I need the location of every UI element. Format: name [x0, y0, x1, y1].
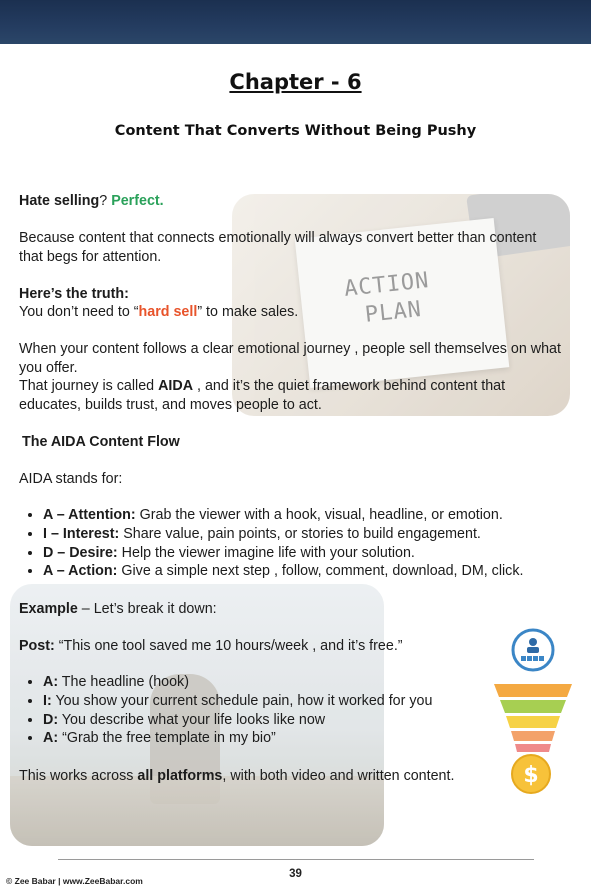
list-item: • I – Interest: Share value, pain points, or stories to build engagement.	[43, 525, 523, 544]
perfect-text: Perfect.	[111, 193, 164, 209]
closing-post: , with both video and written content.	[222, 768, 455, 784]
aida-list	[19, 506, 523, 581]
list-item: • A: The headline (hook)	[43, 673, 432, 692]
aida-post: , and it’s the quiet framework behind content that educates, builds trust, and moves people to act.	[19, 378, 506, 413]
truth-line	[19, 303, 298, 322]
aida-stands-for: AIDA stands for:	[19, 471, 123, 487]
closing-line	[19, 767, 454, 786]
example-list	[19, 673, 432, 748]
post-line	[19, 637, 403, 656]
funnel-layer-1	[494, 684, 572, 697]
aida-word: AIDA	[158, 378, 194, 394]
footer-divider	[58, 859, 534, 860]
funnel-layer-4	[511, 731, 555, 741]
example-intro: – Let’s break it down:	[77, 601, 217, 617]
list-item: • A: “Grab the free template in my bio”	[43, 729, 432, 748]
question-mark: ?	[99, 193, 108, 209]
aida-flow-heading: The AIDA Content Flow	[22, 434, 180, 450]
intro-paragraph: Because content that connects emotionally will always convert better than content that begs for attention.	[19, 230, 537, 265]
hard-sell-text: hard sell	[138, 304, 198, 320]
all-platforms-text: all platforms	[137, 768, 223, 784]
truth-pre: You don’t need to “	[19, 304, 139, 320]
closing-pre: This works across	[19, 768, 138, 784]
footer-author: © Zee Babar | www.ZeeBabar.com	[6, 876, 143, 886]
field-ground	[10, 776, 384, 846]
funnel-layer-2	[500, 700, 566, 713]
dollar-symbol: $	[523, 763, 539, 788]
example-line	[19, 600, 217, 619]
list-item: • A – Action: Give a simple next step , follow, comment, download, DM, click.	[43, 562, 523, 581]
example-label: Example	[19, 601, 78, 617]
list-item: • I: You show your current schedule pain, how it worked for you	[43, 692, 432, 711]
truth-heading-text: Here’s the truth:	[19, 286, 129, 302]
action-plan-word-1: ACTION	[342, 268, 431, 302]
list-item: • D – Desire: Help the viewer imagine life with your solution.	[43, 544, 523, 563]
truth-post: ” to make sales.	[197, 304, 299, 320]
header-banner	[0, 0, 591, 44]
journey-paragraph: When your content follows a clear emotional journey , people sell themselves on what you offer.	[19, 341, 561, 376]
chapter-title: Chapter - 6	[229, 70, 362, 94]
funnel-layer-5	[515, 744, 551, 752]
truth-heading	[19, 285, 129, 304]
aida-pre: That journey is called	[19, 378, 159, 394]
action-plan-word-2: PLAN	[363, 297, 424, 328]
hate-selling-line	[19, 192, 164, 211]
list-item: • D: You describe what your life looks like now	[43, 711, 432, 730]
chapter-subtitle: Content That Converts Without Being Pushy	[114, 123, 477, 139]
post-text: “This one tool saved me 10 hours/week , and it’s free.”	[54, 638, 403, 654]
person-head-icon	[529, 638, 537, 646]
hate-selling-text: Hate selling	[19, 193, 100, 209]
list-item: • A – Attention: Grab the viewer with a hook, visual, headline, or emotion.	[43, 506, 523, 525]
person-body-icon	[527, 647, 539, 653]
funnel-layer-3	[506, 716, 560, 728]
sales-funnel-icon	[494, 628, 572, 798]
post-label: Post:	[19, 638, 55, 654]
page-number: 39	[289, 868, 302, 880]
aida-paragraph	[19, 377, 567, 414]
